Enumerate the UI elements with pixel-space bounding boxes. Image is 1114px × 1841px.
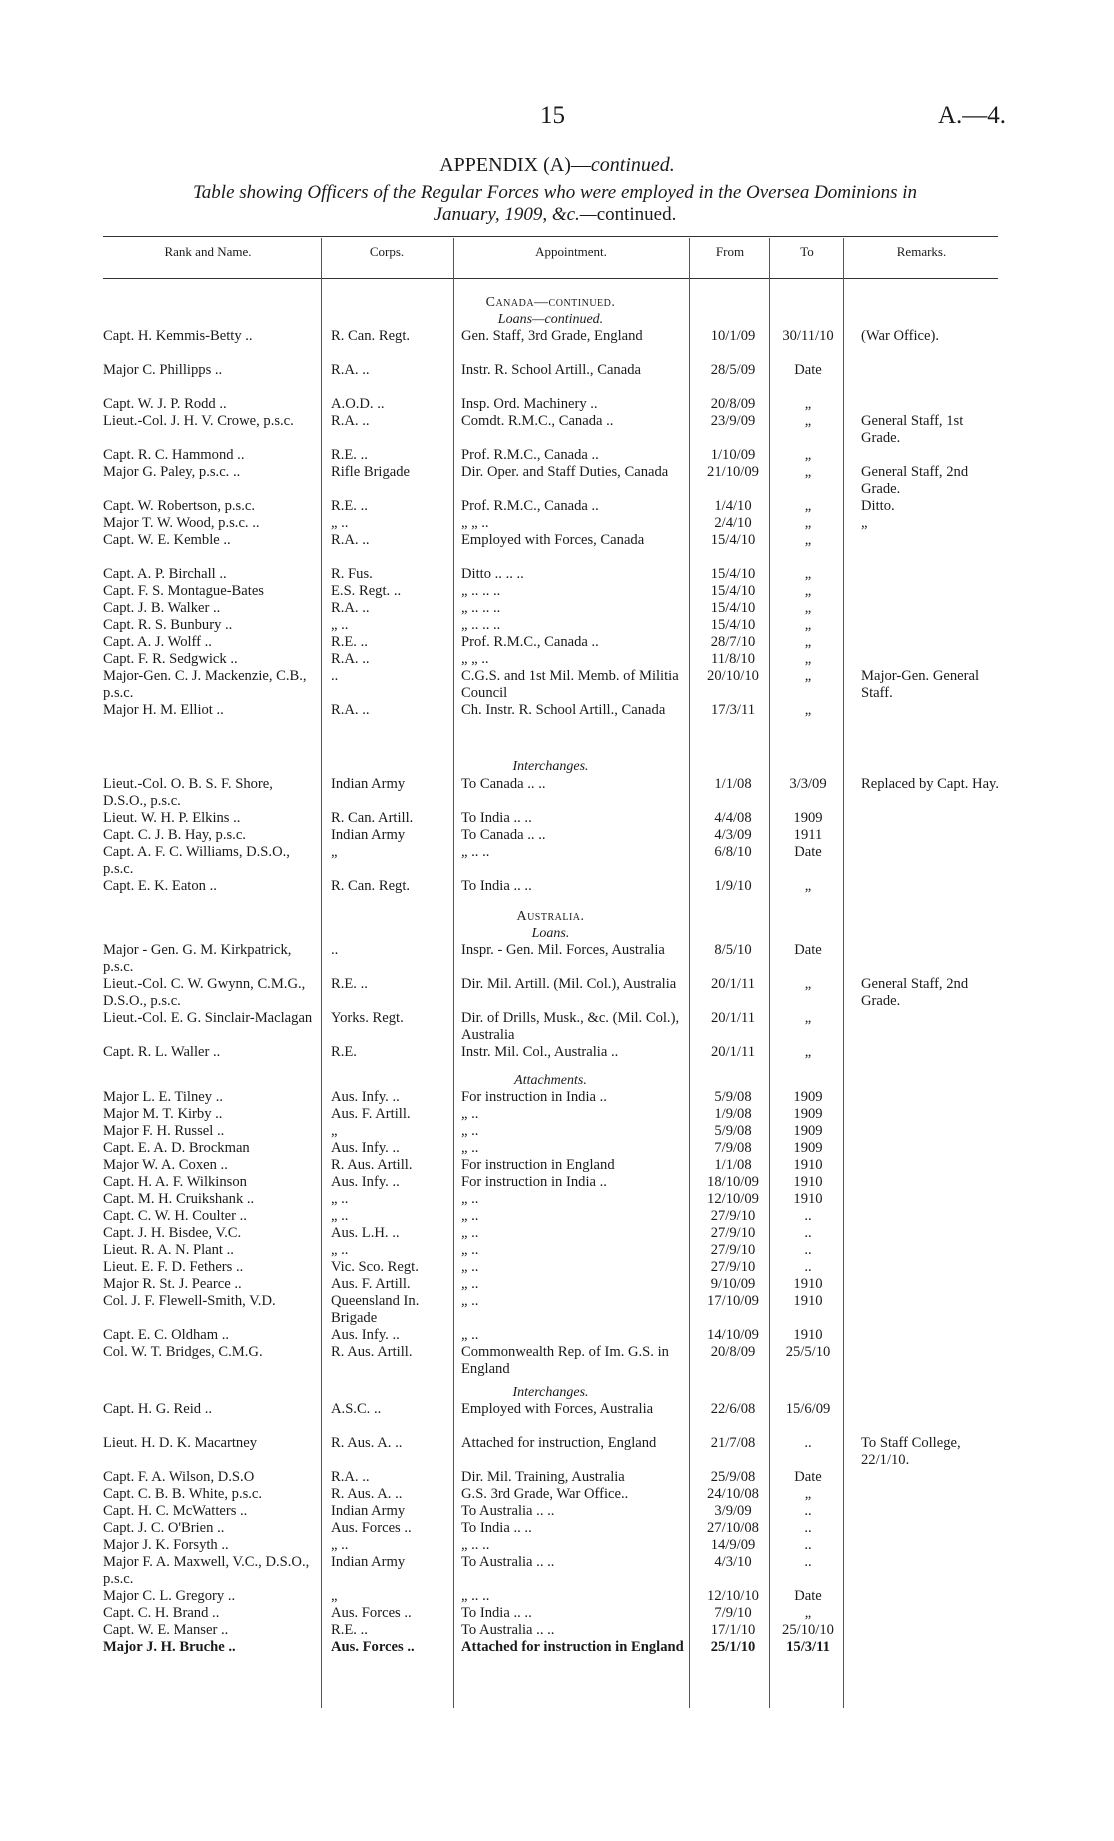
appointment: Ditto .. .. ..	[461, 566, 524, 582]
officer-name: Capt. W. J. P. Rodd ..	[103, 396, 227, 412]
to-date: 15/6/09	[785, 1401, 831, 1417]
from-date: 6/8/10	[714, 844, 752, 860]
to-date: 25/10/10	[782, 1622, 834, 1638]
appointment: Prof. R.M.C., Canada ..	[461, 498, 599, 514]
section-canada-loans: Loans—continued.	[497, 312, 604, 327]
to-date: „	[804, 515, 812, 531]
to-date: Date	[794, 844, 822, 860]
from-date: 4/3/10	[714, 1554, 752, 1570]
appointment: To Australia .. ..	[461, 1554, 555, 1570]
section-canada-interchanges: Interchanges.	[512, 759, 589, 774]
appendix-title: APPENDIX (A)—continued.	[439, 154, 675, 176]
officer-name: Capt. A. P. Birchall ..	[103, 566, 227, 582]
officer-name: Capt. J. H. Bisdee, V.C.	[103, 1225, 242, 1241]
to-date: 1909	[793, 1140, 823, 1156]
officer-name: Capt. J. C. O'Brien ..	[103, 1520, 225, 1536]
from-date: 21/7/08	[710, 1435, 756, 1451]
appointment: „ .. ..	[461, 844, 490, 860]
to-date: „	[804, 702, 812, 718]
from-date: 10/1/09	[710, 328, 756, 344]
from-date: 1/1/08	[714, 776, 752, 792]
officer-name: Col. J. F. Flewell-Smith, V.D.	[103, 1293, 276, 1309]
corps: R.E.	[331, 1044, 357, 1060]
corps: „ ..	[331, 515, 349, 531]
from-date: 2/4/10	[714, 515, 752, 531]
appointment: „ ..	[461, 1123, 479, 1139]
corps: E.S. Regt. ..	[331, 583, 402, 599]
section-australia-attachments: Attachments.	[514, 1073, 587, 1088]
col-header-appointment: Appointment.	[535, 244, 607, 259]
to-date: 1910	[793, 1174, 823, 1190]
officer-name: Capt. E. K. Eaton ..	[103, 878, 217, 894]
corps: R. Can. Regt.	[331, 328, 411, 344]
from-date: 5/9/08	[714, 1089, 752, 1105]
from-date: 17/10/09	[707, 1293, 759, 1309]
col-header-remarks: Remarks.	[896, 244, 947, 259]
officer-name: Col. W. T. Bridges, C.M.G.	[103, 1344, 263, 1360]
officer-name: Major F. H. Russel ..	[103, 1123, 225, 1139]
appointment: „ .. .. ..	[461, 583, 501, 599]
from-date: 8/5/10	[714, 942, 752, 958]
corps: R. Aus. A. ..	[331, 1486, 403, 1502]
from-date: 27/9/10	[710, 1259, 756, 1275]
appointment: „ ..	[461, 1208, 479, 1224]
from-date: 1/4/10	[714, 498, 752, 514]
to-date: ..	[804, 1208, 812, 1224]
appointment: To Canada .. ..	[461, 827, 546, 843]
to-date: „	[804, 413, 812, 429]
from-date: 18/10/09	[707, 1174, 759, 1190]
from-date: 3/9/09	[714, 1503, 752, 1519]
appointment: Attached for instruction in England	[461, 1639, 684, 1655]
officer-name: Capt. H. Kemmis-Betty ..	[103, 328, 253, 344]
corps: Indian Army	[331, 827, 406, 843]
officer-name: Major M. T. Kirby ..	[103, 1106, 223, 1122]
officer-name: Major T. W. Wood, p.s.c. ..	[103, 515, 260, 531]
officer-name: Lieut. E. F. D. Fethers ..	[103, 1259, 244, 1275]
officer-name: Major L. E. Tilney ..	[103, 1089, 223, 1105]
corps: Aus. Forces ..	[331, 1605, 412, 1621]
to-date: ..	[804, 1537, 812, 1553]
appointment: For instruction in England	[461, 1157, 615, 1173]
appointment: „ ..	[461, 1276, 479, 1292]
corps: R.E. ..	[331, 498, 368, 514]
remarks: Ditto.	[861, 498, 895, 514]
officer-name: Capt. J. B. Walker ..	[103, 600, 221, 616]
officer-name: Major J. K. Forsyth ..	[103, 1537, 229, 1553]
to-date: „	[804, 651, 812, 667]
document-reference: A.—4.	[937, 102, 1006, 129]
officer-name: Capt. E. A. D. Brockman	[103, 1140, 250, 1156]
to-date: 30/11/10	[782, 328, 834, 344]
to-date: Date	[794, 362, 822, 378]
from-date: 15/4/10	[710, 600, 756, 616]
corps: „	[331, 844, 338, 860]
officer-name: Lieut. R. A. N. Plant ..	[103, 1242, 234, 1258]
appointment: C.G.S. and 1st Mil. Memb. of Militia Council	[461, 668, 679, 701]
to-date: 25/5/10	[785, 1344, 831, 1360]
to-date: „	[804, 583, 812, 599]
appointment: To Australia .. ..	[461, 1503, 555, 1519]
appointment: To India .. ..	[461, 878, 532, 894]
corps: Aus. F. Artill.	[331, 1106, 411, 1122]
from-date: 7/9/08	[714, 1140, 752, 1156]
officer-name: Major C. Phillipps ..	[103, 362, 223, 378]
corps: ..	[331, 668, 339, 684]
appointment: „ ..	[461, 1327, 479, 1343]
appointment: „ .. .. ..	[461, 617, 501, 633]
appointment: „ „ ..	[461, 651, 489, 667]
remarks: General Staff, 2nd Grade.	[861, 464, 969, 497]
appointment: „ ..	[461, 1259, 479, 1275]
from-date: 7/9/10	[714, 1605, 752, 1621]
corps: Aus. Forces ..	[331, 1520, 412, 1536]
from-date: 14/9/09	[710, 1537, 756, 1553]
to-date: Date	[794, 1588, 822, 1604]
officer-name: Capt. C. J. B. Hay, p.s.c.	[103, 827, 246, 843]
corps: Aus. Infy. ..	[331, 1140, 400, 1156]
table-header	[103, 244, 998, 266]
from-date: 20/1/11	[710, 1044, 756, 1060]
officer-name: Capt. F. R. Sedgwick ..	[103, 651, 238, 667]
corps: R.A. ..	[331, 600, 370, 616]
corps: Aus. Forces ..	[331, 1639, 415, 1655]
to-date: 1909	[793, 810, 823, 826]
from-date: 17/3/11	[710, 702, 756, 718]
to-date: Date	[794, 942, 822, 958]
to-date: 1909	[793, 1089, 823, 1105]
appointment: To India .. ..	[461, 810, 532, 826]
appointment: For instruction in India ..	[461, 1174, 607, 1190]
to-date: „	[804, 1486, 812, 1502]
remarks: „	[861, 515, 868, 531]
from-date: 9/10/09	[710, 1276, 756, 1292]
table-top-rule	[103, 236, 998, 237]
from-date: 14/10/09	[707, 1327, 759, 1343]
section-canada: Canada—continued.	[485, 295, 616, 310]
corps: R.E. ..	[331, 634, 368, 650]
officer-name: Capt. R. L. Waller ..	[103, 1044, 221, 1060]
to-date: ..	[804, 1225, 812, 1241]
from-date: 20/1/11	[710, 976, 756, 992]
from-date: 4/3/09	[714, 827, 752, 843]
appointment: To Canada .. ..	[461, 776, 546, 792]
to-date: „	[804, 498, 812, 514]
from-date: 12/10/09	[707, 1191, 759, 1207]
table-header-rule	[103, 278, 998, 279]
to-date: „	[804, 532, 812, 548]
appointment: Prof. R.M.C., Canada ..	[461, 447, 599, 463]
appointment: Insp. Ord. Machinery ..	[461, 396, 598, 412]
from-date: 27/9/10	[710, 1242, 756, 1258]
appointment: Dir. of Drills, Musk., &c. (Mil. Col.), Australia	[461, 1010, 680, 1043]
officer-name: Capt. H. G. Reid ..	[103, 1401, 213, 1417]
officer-name: Capt. W. Robertson, p.s.c.	[103, 498, 256, 514]
to-date: 1909	[793, 1123, 823, 1139]
appointment: „ „ ..	[461, 515, 489, 531]
corps: Queensland In. Brigade	[331, 1293, 420, 1326]
officer-name: Capt. H. A. F. Wilkinson	[103, 1174, 247, 1190]
officer-name: Capt. W. E. Kemble ..	[103, 532, 231, 548]
corps: Aus. Infy. ..	[331, 1327, 400, 1343]
to-date: „	[804, 600, 812, 616]
to-date: 1910	[793, 1191, 823, 1207]
corps: R.A. ..	[331, 651, 370, 667]
from-date: 11/8/10	[710, 651, 756, 667]
corps: Aus. Infy. ..	[331, 1089, 400, 1105]
appointment: „ ..	[461, 1242, 479, 1258]
corps: R. Can. Regt.	[331, 878, 411, 894]
appointment: „ ..	[461, 1140, 479, 1156]
officer-name: Capt. A. J. Wolff ..	[103, 634, 212, 650]
from-date: 27/10/08	[707, 1520, 759, 1536]
to-date: 1910	[793, 1276, 823, 1292]
appointment: Employed with Forces, Australia	[461, 1401, 654, 1417]
officer-name: Major G. Paley, p.s.c. ..	[103, 464, 241, 480]
to-date: 1909	[793, 1106, 823, 1122]
to-date: „	[804, 1044, 812, 1060]
officer-name: Capt. H. C. McWatters ..	[103, 1503, 248, 1519]
officer-name: Major F. A. Maxwell, V.C., D.S.O., p.s.c.	[103, 1554, 310, 1587]
corps: ..	[331, 942, 339, 958]
from-date: 24/10/08	[707, 1486, 759, 1502]
officer-name: Lieut.-Col. C. W. Gwynn, C.M.G., D.S.O., p.s.c.	[103, 976, 306, 1009]
appointment: Ch. Instr. R. School Artill., Canada	[461, 702, 666, 718]
to-date: ..	[804, 1259, 812, 1275]
from-date: 17/1/10	[710, 1622, 756, 1638]
appointment: „ .. ..	[461, 1537, 490, 1553]
corps: „ ..	[331, 617, 349, 633]
col-header-name: Rank and Name.	[164, 244, 252, 259]
appointment: Instr. R. School Artill., Canada	[461, 362, 641, 378]
section-australia: Australia.	[516, 909, 585, 924]
officer-name: Capt. A. F. C. Williams, D.S.O., p.s.c.	[103, 844, 290, 877]
to-date: „	[804, 566, 812, 582]
officer-name: Major H. M. Elliot ..	[103, 702, 224, 718]
corps: R. Aus. Artill.	[331, 1344, 413, 1360]
col-header-from: From	[715, 244, 745, 259]
to-date: ..	[804, 1554, 812, 1570]
corps: R. Can. Artill.	[331, 810, 414, 826]
officer-name: Capt. E. C. Oldham ..	[103, 1327, 230, 1343]
to-date: „	[804, 396, 812, 412]
to-date: ..	[804, 1503, 812, 1519]
remarks: Replaced by Capt. Hay.	[861, 776, 1000, 792]
appointment: Employed with Forces, Canada	[461, 532, 645, 548]
remarks: General Staff, 2nd Grade.	[861, 976, 969, 1009]
from-date: 12/10/10	[707, 1588, 759, 1604]
to-date: 3/3/09	[789, 776, 827, 792]
officer-name: Lieut.-Col. O. B. S. F. Shore, D.S.O., p.s.c.	[103, 776, 273, 809]
to-date: 1910	[793, 1327, 823, 1343]
corps: „	[331, 1588, 338, 1604]
from-date: 1/10/09	[710, 447, 756, 463]
to-date: „	[804, 1010, 812, 1026]
appointment: For instruction in India ..	[461, 1089, 607, 1105]
remarks: General Staff, 1st Grade.	[861, 413, 964, 446]
appointment: Dir. Mil. Artill. (Mil. Col.), Australia	[461, 976, 677, 992]
appointment: Prof. R.M.C., Canada ..	[461, 634, 599, 650]
appointment: Commonwealth Rep. of Im. G.S. in England	[461, 1344, 669, 1377]
corps: Vic. Sco. Regt.	[331, 1259, 419, 1275]
from-date: 15/4/10	[710, 617, 756, 633]
officer-name: Major C. L. Gregory ..	[103, 1588, 236, 1604]
corps: Rifle Brigade	[331, 464, 411, 480]
to-date: „	[804, 464, 812, 480]
to-date: 1910	[793, 1157, 823, 1173]
from-date: 20/8/09	[710, 396, 756, 412]
to-date: „	[804, 976, 812, 992]
corps: R.E. ..	[331, 1622, 368, 1638]
appointment: Comdt. R.M.C., Canada ..	[461, 413, 614, 429]
corps: R.E. ..	[331, 976, 368, 992]
officer-name: Lieut.-Col. J. H. V. Crowe, p.s.c.	[103, 413, 294, 429]
corps: R. Aus. A. ..	[331, 1435, 403, 1451]
appointment: Instr. Mil. Col., Australia ..	[461, 1044, 619, 1060]
corps: Aus. F. Artill.	[331, 1276, 411, 1292]
from-date: 25/9/08	[710, 1469, 756, 1485]
officer-name: Major J. H. Bruche ..	[103, 1639, 236, 1655]
officer-name: Capt. C. W. H. Coulter ..	[103, 1208, 247, 1224]
to-date: „	[804, 1605, 812, 1621]
corps: R.A. ..	[331, 362, 370, 378]
to-date: 1910	[793, 1293, 823, 1309]
corps: „ ..	[331, 1191, 349, 1207]
corps: R. Fus.	[331, 566, 373, 582]
officer-name: Capt. W. E. Manser ..	[103, 1622, 229, 1638]
appointment: Inspr. - Gen. Mil. Forces, Australia	[461, 942, 665, 958]
corps: R. Aus. Artill.	[331, 1157, 413, 1173]
corps: R.A. ..	[331, 1469, 370, 1485]
to-date: „	[804, 668, 812, 684]
from-date: 27/9/10	[710, 1208, 756, 1224]
corps: Indian Army	[331, 776, 406, 792]
to-date: „	[804, 878, 812, 894]
to-date: ..	[804, 1520, 812, 1536]
corps: Aus. L.H. ..	[331, 1225, 400, 1241]
from-date: 20/1/11	[710, 1010, 756, 1026]
from-date: 1/1/08	[714, 1157, 752, 1173]
officer-name: Lieut. H. D. K. Macartney	[103, 1435, 257, 1451]
from-date: 20/8/09	[710, 1344, 756, 1360]
to-date: ..	[804, 1242, 812, 1258]
corps: „ ..	[331, 1537, 349, 1553]
officer-name: Lieut. W. H. P. Elkins ..	[103, 810, 241, 826]
remarks: To Staff College, 22/1/10.	[861, 1435, 961, 1468]
officer-name: Capt. R. C. Hammond ..	[103, 447, 245, 463]
col-header-corps: Corps.	[369, 244, 405, 259]
officer-name: Major W. A. Coxen ..	[103, 1157, 228, 1173]
corps: Yorks. Regt.	[331, 1010, 404, 1026]
corps: Indian Army	[331, 1554, 406, 1570]
from-date: 15/4/10	[710, 566, 756, 582]
from-date: 28/5/09	[710, 362, 756, 378]
from-date: 23/9/09	[710, 413, 756, 429]
officer-name: Capt. C. B. B. White, p.s.c.	[103, 1486, 263, 1502]
appointment: „ ..	[461, 1225, 479, 1241]
to-date: 15/3/11	[786, 1639, 830, 1655]
appointment: Dir. Oper. and Staff Duties, Canada	[461, 464, 669, 480]
appointment: To Australia .. ..	[461, 1622, 555, 1638]
appointment: „ ..	[461, 1293, 479, 1309]
from-date: 22/6/08	[710, 1401, 756, 1417]
section-australia-loans: Loans.	[531, 926, 570, 941]
to-date: „	[804, 617, 812, 633]
appointment: „ .. .. ..	[461, 600, 501, 616]
officer-name: Major - Gen. G. M. Kirkpatrick, p.s.c.	[103, 942, 292, 975]
page-number: 15	[540, 102, 565, 129]
corps: Aus. Infy. ..	[331, 1174, 400, 1190]
corps: R.A. ..	[331, 532, 370, 548]
officer-name: Major-Gen. C. J. Mackenzie, C.B., p.s.c.	[103, 668, 307, 701]
to-date: 1911	[793, 827, 823, 843]
remarks: (War Office).	[861, 328, 939, 344]
corps: R.E. ..	[331, 447, 368, 463]
page-header	[0, 102, 1114, 136]
from-date: 21/10/09	[707, 464, 759, 480]
officer-name: Capt. R. S. Bunbury ..	[103, 617, 233, 633]
from-date: 27/9/10	[710, 1225, 756, 1241]
officer-name: Capt. C. H. Brand ..	[103, 1605, 220, 1621]
appointment: Attached for instruction, England	[461, 1435, 657, 1451]
to-date: ..	[804, 1435, 812, 1451]
appointment: G.S. 3rd Grade, War Office..	[461, 1486, 629, 1502]
corps: A.O.D. ..	[331, 396, 385, 412]
corps: A.S.C. ..	[331, 1401, 382, 1417]
from-date: 5/9/08	[714, 1123, 752, 1139]
from-date: 1/9/10	[714, 878, 752, 894]
corps: Indian Army	[331, 1503, 406, 1519]
appointment: Dir. Mil. Training, Australia	[461, 1469, 625, 1485]
remarks: Major-Gen. General Staff.	[861, 668, 980, 701]
appointment: „ .. ..	[461, 1588, 490, 1604]
officer-name: Capt. M. H. Cruikshank ..	[103, 1191, 255, 1207]
corps: „ ..	[331, 1242, 349, 1258]
corps: „	[331, 1123, 338, 1139]
appointment: Gen. Staff, 3rd Grade, England	[461, 328, 643, 344]
from-date: 15/4/10	[710, 532, 756, 548]
section-australia-interchanges: Interchanges.	[512, 1385, 589, 1400]
from-date: 28/7/10	[710, 634, 756, 650]
to-date: „	[804, 447, 812, 463]
appointment: „ ..	[461, 1191, 479, 1207]
appointment: To India .. ..	[461, 1520, 532, 1536]
corps: R.A. ..	[331, 413, 370, 429]
corps: R.A. ..	[331, 702, 370, 718]
officer-name: Capt. F. A. Wilson, D.S.O	[103, 1469, 255, 1485]
from-date: 25/1/10	[710, 1639, 756, 1655]
to-date: Date	[794, 1469, 822, 1485]
officer-name: Capt. F. S. Montague-Bates	[103, 583, 264, 599]
from-date: 20/10/10	[707, 668, 759, 684]
from-date: 15/4/10	[710, 583, 756, 599]
to-date: „	[804, 634, 812, 650]
col-header-to: To	[800, 244, 814, 259]
appointment: To India .. ..	[461, 1605, 532, 1621]
corps: „ ..	[331, 1208, 349, 1224]
from-date: 4/4/08	[714, 810, 752, 826]
from-date: 1/9/08	[714, 1106, 752, 1122]
officer-name: Lieut.-Col. E. G. Sinclair-Maclagan	[103, 1010, 313, 1026]
officer-name: Major R. St. J. Pearce ..	[103, 1276, 242, 1292]
appointment: „ ..	[461, 1106, 479, 1122]
table-caption: Table showing Officers of the Regular Forces who were employed in the Oversea Dominions in January, 1909, &c.—continued.	[192, 182, 918, 225]
